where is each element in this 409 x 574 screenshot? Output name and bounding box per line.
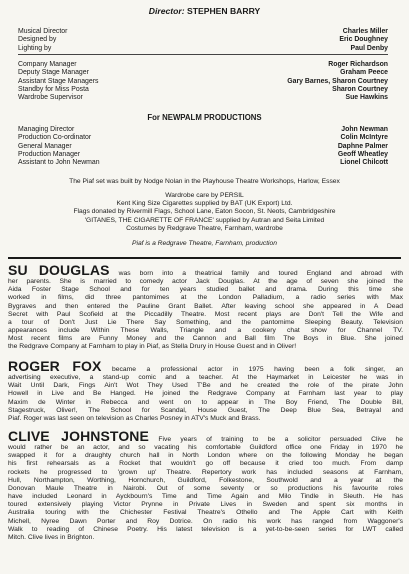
credits-group-creative [18, 28, 388, 55]
bio-line: Hull, Northampton, Worthing, Hornchurch, Guildford, Folkestone, Southwold and a year at the [8, 476, 403, 484]
credit-name: Geoff Wheatley [337, 150, 388, 158]
credit-role: Assistant to John Newman [18, 159, 100, 167]
credit-role: Production Co-ordinator [18, 134, 92, 142]
bio-line: his first rehearsals as a Rocket that wouldn't go off because it cried too much. From damp [8, 460, 403, 468]
bio-name: CLIVE JOHNSTONE [8, 428, 149, 444]
set-note: The Piaf set was built by Nodge Nolan in the Playhouse Theatre Workshops, Harlow, Essex [69, 178, 340, 185]
credit-row [18, 78, 388, 86]
acknowledgement-line: 'GITANES, THE CIGARETTE OF FRANCE' supplied by Autran and Seita Limited [84, 216, 325, 224]
bio-line: appearances include Within These Walls, Triangle and a cookery chat show for Channel TV. [8, 327, 403, 335]
credit-role: Assistant Stage Managers [18, 77, 99, 85]
bio-line: have included Leonard in Ayckbourn's Time and Time Again and Milo Tindle in Sleuth. He has [8, 493, 403, 501]
acknowledgement-line: Flags donated by Rivermill Flags, School Lane, Eaton Socon, St. Neots, Cambridgeshire [73, 208, 336, 216]
credit-row [18, 69, 388, 77]
credit-row [18, 143, 388, 151]
credit-row [18, 36, 388, 44]
bio-line: Aida Foster Stage School and for ten years studied ballet and drama. During this time she [8, 286, 403, 294]
credit-name: Daphne Palmer [337, 142, 388, 150]
bio-su-douglas [8, 262, 403, 352]
credit-role: Company Manager [18, 61, 77, 68]
credit-name: Eric Doughney [339, 36, 388, 44]
credits-group-company [18, 61, 388, 102]
credit-name: Lionel Chilcott [340, 159, 388, 167]
bio-line: SU DOUGLAS was born into a theatrical family and toured England and abroad with [8, 262, 403, 278]
bio-name: SU DOUGLAS [8, 262, 110, 278]
bio-clive-johnstone [8, 428, 403, 542]
piaf-note: Piaf is a Redgrave Theatre, Farnham, production [132, 240, 277, 247]
credit-role: Managing Director [18, 126, 75, 133]
acknowledgement-line: Wardrobe care by PERSIL [165, 192, 244, 199]
bio-line: Michell, Nyree Dawn Porter and Roy Dotrice. On radio his work has ranged from Waggoner's [8, 517, 403, 525]
director-credit [0, 6, 409, 16]
bio-line: Mitch. Clive lives in Brighton. [8, 533, 95, 541]
bio-line: Piaf. Roger was last seen on television as Charles Posney in ATV's Muck and Brass. [8, 414, 261, 422]
bio-line: Wait Until Dark, Fings Ain't Wot They Used T'Be and he created the role of the pirate John [8, 382, 403, 390]
bio-line: Australia touring with the Chichester Festival Theatre's Othello and The Apple Cart with Keith [8, 509, 403, 517]
section-divider [8, 257, 401, 259]
credit-role: Musical Director [18, 28, 68, 35]
bio-line: advertising executive, a stand-up comic and a teacher. At the Haymarket in Leicester he was in [8, 374, 403, 382]
bio-line: Most recent films are Funny Money and the Cannon and Ball film The Boys in Blue. She joined [8, 335, 403, 343]
bio-line: CLIVE JOHNSTONE Five years of training to be a solicitor persuaded Clive he [8, 428, 403, 444]
credit-name: Sharon Courtney [332, 85, 388, 93]
bio-line: a tour of Don't Just Lie There Say Something, and the pantomime Sleeping Beauty. Television [8, 318, 403, 326]
bio-line: Donovan Maule Theatre in Nairobi. Out of some seventy or so productions his favourite roles [8, 484, 403, 492]
credits-group-newpalm [18, 126, 388, 167]
credit-row [18, 61, 388, 69]
credit-name: John Newman [341, 126, 388, 133]
bio-line: ROGER FOX became a professional actor in 1975 having been a folk singer, an [8, 358, 403, 374]
credit-role: Designed by [18, 36, 57, 44]
newpalm-heading: For NEWPALM PRODUCTIONS [147, 113, 262, 122]
credit-role: Deputy Stage Manager [18, 69, 89, 77]
credit-name: Colin McIntyre [340, 134, 388, 142]
bio-line: her parents. She is married to comedy actor Jack Douglas. At the age of seven she joined the [8, 278, 403, 286]
credit-role: Standby for Miss Posta [18, 85, 89, 93]
credit-name: Charles Miller [342, 28, 388, 35]
credit-role: Lighting by [18, 44, 52, 52]
credit-row [18, 86, 388, 94]
section-rule [18, 54, 388, 55]
credit-row [18, 45, 388, 53]
credit-role: Wardrobe Supervisor [18, 94, 83, 102]
bio-line: Maxim de Winter in Rebecca and went on to appear in The Boy Friend, The Double Bill, [8, 398, 403, 406]
credit-row [18, 159, 388, 167]
bio-line: rockets he progressed to 'grown up' Theatre. Repertory work has included seasons at Farnham, [8, 468, 403, 476]
bio-line: Bygraves and then entered the Pauline Grant Ballet. After leaving school she appeared in A Dead [8, 302, 403, 310]
credit-row [18, 151, 388, 159]
credit-row [18, 94, 388, 102]
credit-role: General Manager [18, 142, 72, 150]
bio-roger-fox [8, 358, 403, 423]
credit-name: Roger Richardson [328, 61, 388, 68]
bio-line: the Redgrave Company at Farnham to play in Piaf, as Stella Drury in House Guest and in Oliver! [8, 343, 297, 351]
bio-line: worked in films, did three pantomimes at the London Palladium, a radio series with Max [8, 294, 403, 302]
credit-name: Gary Barnes, Sharon Courtney [287, 77, 388, 85]
bio-line: would rather be an actor, and so vacating his comfortable Guildford office one Friday in 1970 he [8, 444, 403, 452]
director-name: STEPHEN BARRY [187, 6, 261, 16]
acknowledgements [10, 192, 399, 233]
bio-line: toured extensively playing Victor Prynne in Private Lives in Sweden and spent six months in [8, 501, 403, 509]
credit-row [18, 126, 388, 134]
bio-line: swapped it for a draughty church hall in North London where on the following Monday he began [8, 452, 403, 460]
acknowledgement-line: Kent King Size Cigarettes supplied by BAT (UK Export) Ltd. [116, 200, 293, 208]
bio-line: Stagestruck, Oliver!, The School for Scandal, House Guest, The Deep Blue Sea, Betrayal and [8, 406, 403, 414]
credit-name: Graham Peece [340, 69, 388, 77]
bio-line: Walk to reading of Chinese Poetry. His latest television is a yet-to-be-seen series for LWT called [8, 525, 403, 533]
bio-line: Howell in Live and Be Hanged. He joined the Redgrave Company at Farnham last year to play [8, 390, 403, 398]
credit-name: Sue Hawkins [345, 94, 388, 102]
acknowledgement-line: Costumes by Redgrave Theatre, Farnham, wardrobe [126, 224, 283, 232]
credit-row [18, 134, 388, 142]
credit-role: Production Manager [18, 150, 81, 158]
director-role: Director: [148, 6, 185, 16]
bio-line: Secret with Paul Scofield at the Piccadilly Theatre. Most recent plays are Don't Tell the Wife and [8, 310, 403, 318]
credit-row [18, 28, 388, 36]
bio-name: ROGER FOX [8, 358, 102, 374]
credit-name: Paul Denby [350, 44, 388, 52]
